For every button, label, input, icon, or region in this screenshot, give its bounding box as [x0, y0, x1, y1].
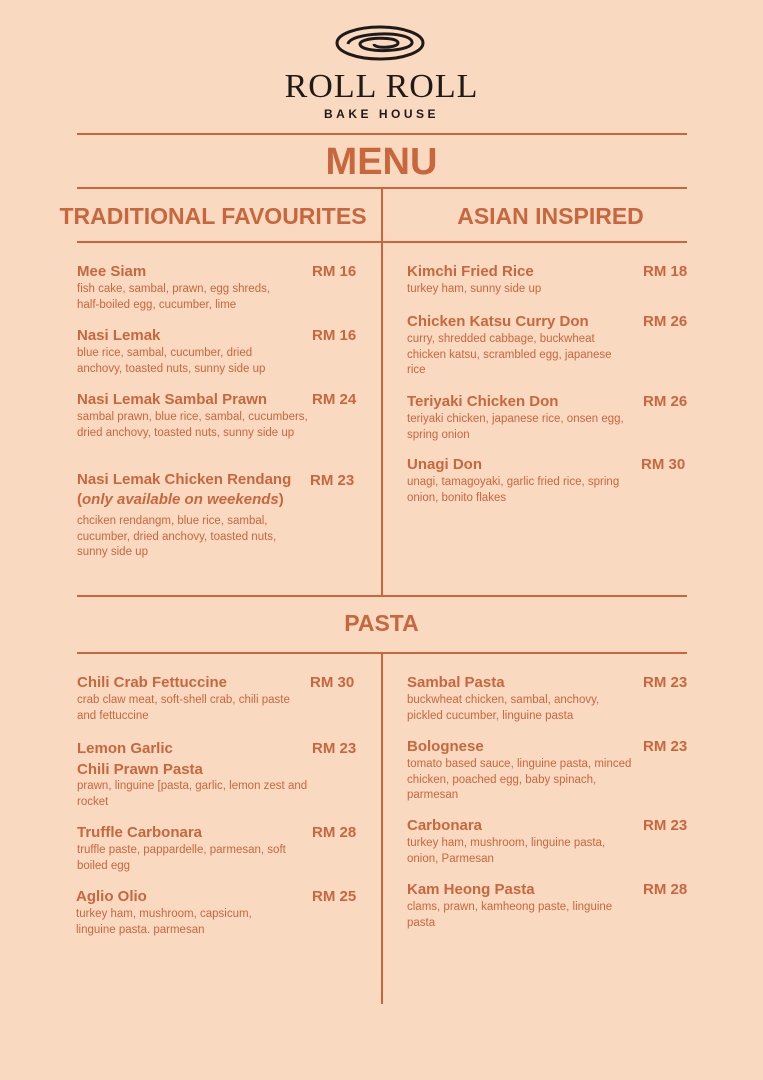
item-name: Kam Heong Pasta	[407, 881, 535, 898]
item-description: turkey ham, mushroom, linguine pasta, onion, Parmesan	[407, 837, 606, 865]
item-name: Chili Crab Fettuccine	[77, 674, 228, 691]
brand-name: ROLL ROLL	[284, 68, 479, 105]
divider-vertical-top	[381, 187, 383, 596]
item-name: Nasi Lemak Chicken Rendang	[77, 471, 292, 488]
menu-item	[407, 392, 688, 443]
item-name: Mee Siam	[77, 263, 147, 280]
menu-item	[77, 470, 358, 561]
item-price: RM 23	[310, 472, 355, 489]
menu-item	[77, 326, 358, 377]
section-title-traditional: TRADITIONAL FAVOURITES	[59, 203, 367, 229]
item-name: Unagi Don	[407, 456, 482, 473]
menu-title: MENU	[325, 141, 438, 183]
swirl-roll-icon	[334, 24, 430, 64]
item-price: RM 30	[310, 674, 355, 691]
item-availability-note: (only available on weekends)	[77, 491, 284, 508]
item-price: RM 28	[643, 881, 688, 898]
item-description: sambal prawn, blue rice, sambal, cucumbers, dried anchovy, toasted nuts, sunny side up	[77, 411, 308, 439]
item-price: RM 16	[312, 263, 357, 280]
item-price: RM 24	[312, 391, 357, 408]
menu-item	[77, 823, 358, 874]
menu-item	[407, 262, 688, 298]
item-price: RM 23	[643, 674, 688, 691]
item-price: RM 23	[643, 817, 688, 834]
item-name: Sambal Pasta	[407, 674, 505, 691]
section-title-asian: ASIAN INSPIRED	[457, 203, 644, 229]
item-price: RM 18	[643, 263, 688, 280]
brand-logo	[0, 24, 763, 121]
menu-item	[76, 887, 357, 938]
menu-item	[77, 739, 358, 810]
item-description: buckwheat chicken, sambal, anchovy, pickled cucumber, linguine pasta	[407, 694, 600, 722]
item-description: chciken rendangm, blue rice, sambal, cucumber, dried anchovy, toasted nuts, sunny side up	[77, 515, 277, 558]
item-price: RM 26	[643, 313, 688, 330]
menu-item	[407, 312, 688, 379]
item-description: crab claw meat, soft-shell crab, chili paste and fettuccine	[77, 694, 290, 722]
item-price: RM 23	[312, 740, 357, 757]
item-name: Carbonara	[407, 817, 483, 834]
section-title-pasta: PASTA	[344, 610, 419, 636]
item-price: RM 23	[643, 738, 688, 755]
menu-item	[77, 390, 358, 441]
item-name: Nasi Lemak Sambal Prawn	[77, 391, 268, 408]
menu-item	[77, 673, 358, 724]
item-description: curry, shredded cabbage, buckwheat chicken katsu, scrambled egg, japanese rice	[407, 333, 612, 376]
item-name: Nasi Lemak	[77, 327, 161, 344]
item-description: tomato based sauce, linguine pasta, minced chicken, poached egg, baby spinach, parmesan	[407, 758, 632, 801]
item-description: turkey ham, mushroom, capsicum, linguine pasta. parmesan	[76, 908, 252, 936]
item-price: RM 25	[312, 888, 357, 905]
item-description: blue rice, sambal, cucumber, dried anchovy, toasted nuts, sunny side up	[77, 347, 266, 375]
menu-item	[407, 880, 688, 931]
menu-item	[77, 262, 358, 313]
divider-top	[77, 133, 687, 135]
item-name: Truffle Carbonara	[77, 824, 203, 841]
item-name: Bolognese	[407, 738, 484, 755]
item-description: unagi, tamagoyaki, garlic fried rice, spring onion, bonito flakes	[407, 476, 620, 504]
item-price: RM 30	[641, 456, 686, 473]
menu-item	[407, 737, 688, 804]
item-price: RM 26	[643, 393, 688, 410]
item-description: fish cake, sambal, prawn, egg shreds, half-boiled egg, cucumber, lime	[77, 283, 271, 311]
item-name: Aglio Olio	[76, 888, 147, 905]
item-description: prawn, linguine [pasta, garlic, lemon zest and rocket	[77, 780, 308, 808]
item-name: Kimchi Fried Rice	[407, 263, 534, 280]
item-description: turkey ham, sunny side up	[407, 283, 542, 295]
item-name: Lemon Garlic	[77, 740, 173, 757]
menu-item	[407, 816, 688, 867]
menu-item	[407, 455, 688, 506]
item-name: Chicken Katsu Curry Don	[407, 313, 589, 330]
divider-above-pasta	[77, 595, 687, 597]
item-description: teriyaki chicken, japanese rice, onsen egg, spring onion	[407, 413, 624, 441]
menu-item	[407, 673, 688, 724]
divider-vertical-pasta	[381, 652, 383, 1004]
item-description: clams, prawn, kamheong paste, linguine pasta	[407, 901, 613, 929]
item-price: RM 28	[312, 824, 357, 841]
item-price: RM 16	[312, 327, 357, 344]
brand-subtitle: BAKE HOUSE	[323, 107, 439, 121]
item-name: Teriyaki Chicken Don	[407, 393, 559, 410]
item-name-line2: Chili Prawn Pasta	[77, 761, 203, 778]
item-description: truffle paste, pappardelle, parmesan, soft boiled egg	[77, 844, 286, 872]
